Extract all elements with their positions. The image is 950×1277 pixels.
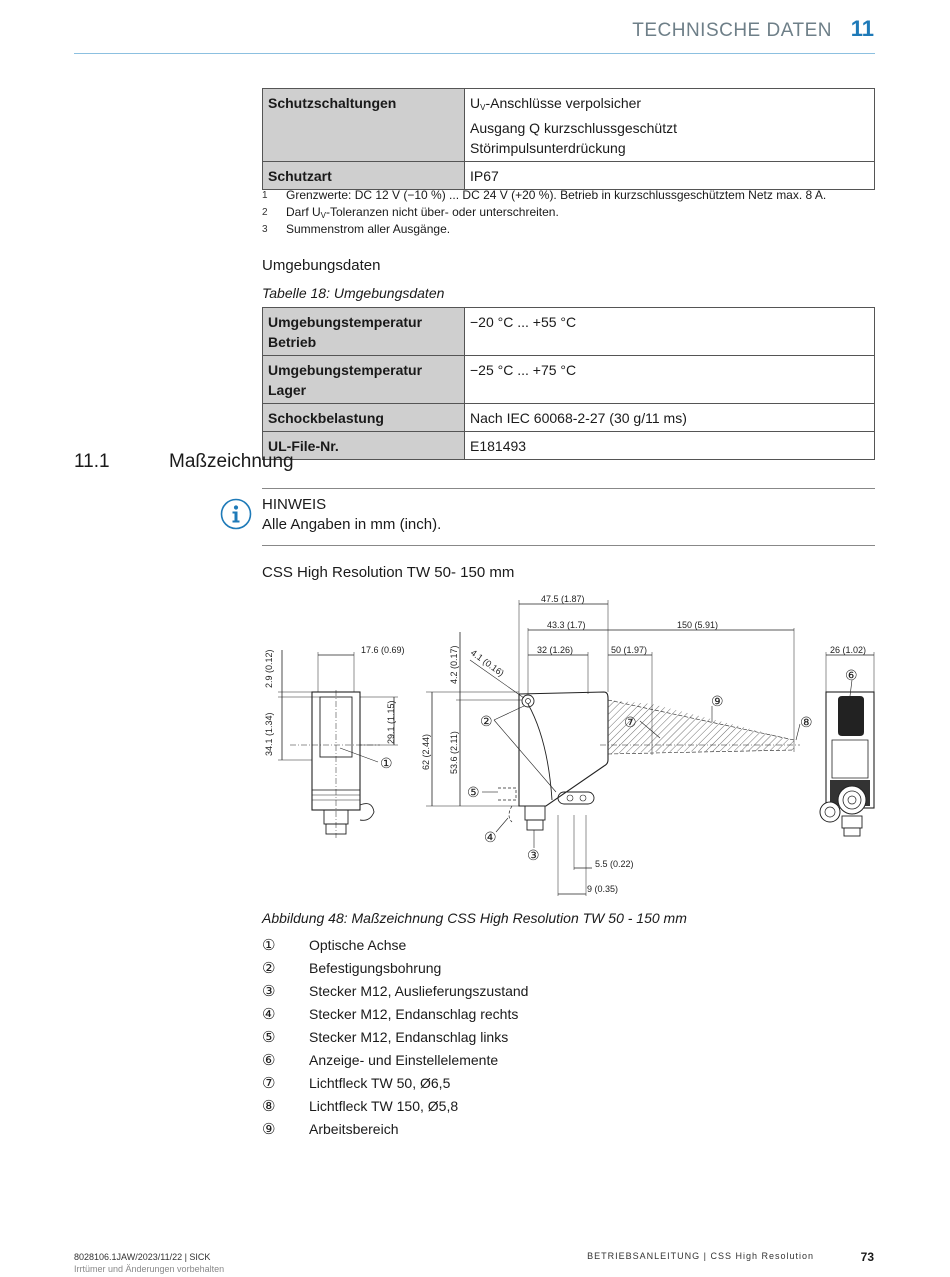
- dim-150: 150 (5.91): [677, 620, 719, 630]
- dim-4-1: 4.1 (0.16): [468, 647, 506, 679]
- list-item: ① Optische Achse: [262, 937, 407, 954]
- footer-doc-id: 8028106.1JAW/2023/11/22 | SICK: [74, 1252, 211, 1262]
- figure-caption: Abbildung 48: Maßzeichnung CSS High Resolution TW 50 - 150 mm: [262, 910, 687, 926]
- callout-8: ⑧: [800, 714, 813, 730]
- list-item: ⑥ Anzeige- und Einstellelemente: [262, 1052, 499, 1069]
- footnote-3: 3 Summenstrom aller Ausgänge.: [262, 222, 451, 236]
- list-item: ④ Stecker M12, Endanschlag rechts: [262, 1006, 519, 1023]
- dim-32: 32 (1.26): [537, 645, 574, 655]
- callout-9: ⑨: [711, 693, 724, 709]
- dim-34-1: 34.1 (1.34): [264, 712, 274, 756]
- dim-5-5: 5.5 (0.22): [595, 859, 634, 869]
- callout-4: ④: [484, 829, 497, 845]
- table-value: −20 °C ... +55 °C: [465, 308, 875, 356]
- table-key: Schutzart: [263, 162, 465, 190]
- table-key: UL-File-Nr.: [263, 432, 465, 460]
- page-number: 73: [860, 1250, 874, 1264]
- dim-43-3: 43.3 (1.7): [547, 620, 586, 630]
- table-value: E181493: [465, 432, 875, 460]
- table-key: Umgebungstemperatur Lager: [263, 356, 465, 404]
- table-row: [263, 89, 875, 162]
- header-rule: [74, 53, 875, 54]
- env-table-caption: Tabelle 18: Umgebungsdaten: [262, 285, 445, 301]
- list-item: ⑤ Stecker M12, Endanschlag links: [262, 1029, 509, 1046]
- footer-disclaimer: Irrtümer und Änderungen vorbehalten: [74, 1264, 225, 1274]
- callout-2: ②: [480, 713, 493, 729]
- table-row: [263, 432, 875, 460]
- header-title: TECHNISCHE DATEN: [632, 20, 832, 41]
- callout-5: ⑤: [467, 784, 480, 800]
- legend-list: [262, 936, 528, 1143]
- note-top-rule: [262, 488, 875, 489]
- env-table: [262, 307, 875, 460]
- table-row: [263, 162, 875, 190]
- footer-manual: BETRIEBSANLEITUNG | CSS High Resolution: [587, 1251, 814, 1261]
- footnote-2: 2 Darf $U_V$-Toleranzen nicht über- oder unterschreiten.: [262, 205, 559, 220]
- dimension-drawing: [262, 590, 882, 900]
- table-value: IP67: [465, 162, 875, 190]
- dim-29-1: 29.1 (1.15): [386, 700, 396, 744]
- table-row: [263, 356, 875, 404]
- table-value: $U_V$-Anschlüsse verpolsicher Ausgang Q kurzschlussgeschützt Störimpulsunterdrückung: [465, 89, 875, 162]
- dim-26: 26 (1.02): [830, 645, 867, 655]
- dim-62: 62 (2.44): [421, 733, 431, 770]
- info-icon: [220, 498, 252, 530]
- list-item: ③ Stecker M12, Auslieferungszustand: [262, 983, 529, 1000]
- section-number: 11.1: [74, 451, 110, 472]
- table-row: [263, 308, 875, 356]
- list-item: ⑨ Arbeitsbereich: [262, 1121, 399, 1138]
- callout-6: ⑥: [845, 667, 858, 683]
- section-title: Maßzeichnung: [169, 451, 294, 472]
- table-key: Schockbelastung: [263, 404, 465, 432]
- callout-7: ⑦: [624, 714, 637, 730]
- dim-4-2: 4.2 (0.17): [449, 645, 459, 684]
- table-value: Nach IEC 60068-2-27 (30 g/11 ms): [465, 404, 875, 432]
- footer-left: [74, 1251, 224, 1275]
- table-key: Umgebungstemperatur Betrieb: [263, 308, 465, 356]
- protection-table: [262, 88, 875, 190]
- header-chapter-number: 11: [850, 16, 874, 41]
- list-item: ⑦ Lichtfleck TW 50, Ø6,5: [262, 1075, 451, 1092]
- dim-53-6: 53.6 (2.11): [449, 731, 459, 774]
- drawing-heading: CSS High Resolution TW 50- 150 mm: [262, 564, 515, 581]
- front-view: [278, 650, 398, 838]
- dim-17-6: 17.6 (0.69): [361, 645, 405, 655]
- list-item: ⑧ Lichtfleck TW 150, Ø5,8: [262, 1098, 459, 1115]
- footnote-1: 1 Grenzwerte: DC 12 V (−10 %) ... DC 24 V (+20 %). Betrieb in kurzschlussgeschütztem Netz max. 8 A.: [262, 188, 827, 202]
- callout-3: ③: [527, 847, 540, 863]
- dim-9: 9 (0.35): [587, 884, 619, 894]
- table-key: Schutzschaltungen: [263, 89, 465, 162]
- list-item: ② Befestigungsbohrung: [262, 960, 442, 977]
- note-text: Alle Angaben in mm (inch).: [262, 516, 442, 533]
- note-bottom-rule: [262, 545, 875, 546]
- note-title: HINWEIS: [262, 496, 327, 513]
- env-heading: Umgebungsdaten: [262, 257, 381, 274]
- table-row: [263, 404, 875, 432]
- dim-2-9: 2.9 (0.12): [264, 649, 274, 688]
- dim-47-5: 47.5 (1.87): [541, 594, 585, 604]
- dim-50: 50 (1.97): [611, 645, 648, 655]
- table-value: −25 °C ... +75 °C: [465, 356, 875, 404]
- callout-1: ①: [380, 755, 393, 771]
